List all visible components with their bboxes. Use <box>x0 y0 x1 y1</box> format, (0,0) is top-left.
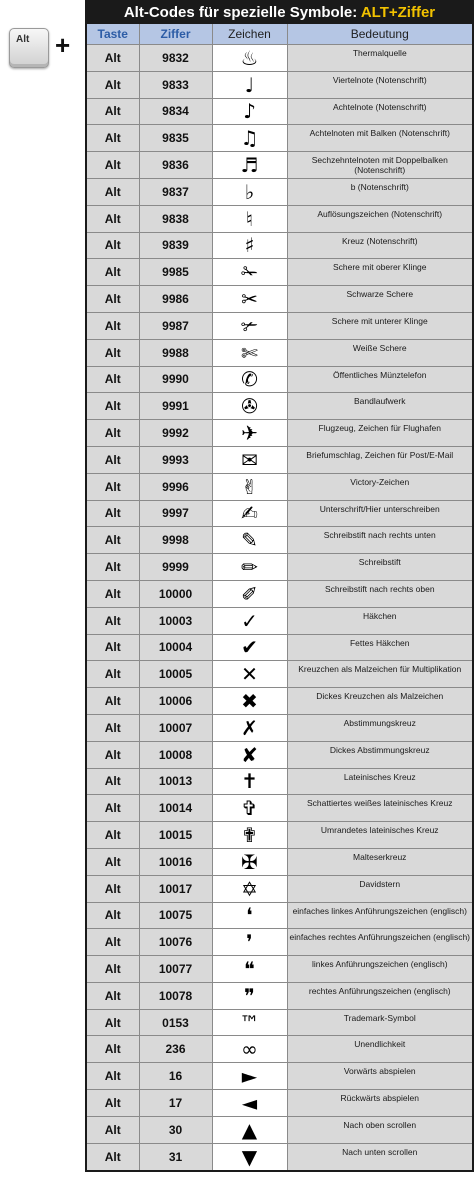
key-cell: Alt <box>87 607 139 634</box>
table-row <box>87 98 472 125</box>
key-cell: Alt <box>87 688 139 715</box>
meaning-cell: Nach oben scrollen <box>287 1116 472 1143</box>
key-cell: Alt <box>87 848 139 875</box>
key-cell: Alt <box>87 71 139 98</box>
code-cell: 9835 <box>139 125 212 152</box>
code-cell: 10075 <box>139 902 212 929</box>
code-cell: 17 <box>139 1090 212 1117</box>
key-cell: Alt <box>87 661 139 688</box>
symbol-cell: ✎ <box>212 527 287 554</box>
table-row <box>87 125 472 152</box>
symbol-cell: ✈ <box>212 420 287 447</box>
key-cell: Alt <box>87 420 139 447</box>
table-row <box>87 286 472 313</box>
code-cell: 9988 <box>139 339 212 366</box>
code-cell: 0153 <box>139 1009 212 1036</box>
key-cell: Alt <box>87 98 139 125</box>
alt-key-label: Alt <box>16 34 30 45</box>
meaning-cell: b (Notenschrift) <box>287 178 472 205</box>
code-cell: 10007 <box>139 714 212 741</box>
key-cell: Alt <box>87 554 139 581</box>
table-title-highlight: ALT+Ziffer <box>360 4 436 21</box>
key-cell: Alt <box>87 902 139 929</box>
table-row <box>87 446 472 473</box>
alt-codes-table <box>87 24 472 1170</box>
meaning-cell: Kreuzchen als Malzeichen für Multiplikation <box>287 661 472 688</box>
code-cell: 9985 <box>139 259 212 286</box>
meaning-cell: Achtelnoten mit Balken (Notenschrift) <box>287 125 472 152</box>
symbol-cell: ♫ <box>212 125 287 152</box>
code-cell: 9997 <box>139 500 212 527</box>
symbol-cell: ♬ <box>212 152 287 179</box>
key-cell: Alt <box>87 768 139 795</box>
key-cell: Alt <box>87 259 139 286</box>
code-cell: 10000 <box>139 580 212 607</box>
key-cell: Alt <box>87 500 139 527</box>
key-cell: Alt <box>87 580 139 607</box>
symbol-cell: ♪ <box>212 98 287 125</box>
code-cell: 9998 <box>139 527 212 554</box>
table-row <box>87 71 472 98</box>
symbol-cell: ❛ <box>212 902 287 929</box>
code-cell: 10014 <box>139 795 212 822</box>
meaning-cell: Lateinisches Kreuz <box>287 768 472 795</box>
table-row <box>87 902 472 929</box>
table-title-prefix: Alt-Codes für spezielle Symbole: <box>123 4 361 21</box>
key-cell: Alt <box>87 339 139 366</box>
meaning-cell: Vorwärts abspielen <box>287 1063 472 1090</box>
code-cell: 9991 <box>139 393 212 420</box>
table-row <box>87 473 472 500</box>
symbol-cell: ✏ <box>212 554 287 581</box>
meaning-cell: Weiße Schere <box>287 339 472 366</box>
table-row <box>87 714 472 741</box>
key-cell: Alt <box>87 527 139 554</box>
table-row <box>87 634 472 661</box>
symbol-cell: ♨ <box>212 45 287 72</box>
meaning-cell: einfaches rechtes Anführungszeichen (englisch) <box>287 929 472 956</box>
symbol-cell: ✖ <box>212 688 287 715</box>
table-row <box>87 178 472 205</box>
symbol-cell: ∞ <box>212 1036 287 1063</box>
symbol-cell: ✇ <box>212 393 287 420</box>
table-row <box>87 45 472 72</box>
table-row <box>87 366 472 393</box>
symbol-cell: ► <box>212 1063 287 1090</box>
table-row <box>87 929 472 956</box>
alt-codes-table-container <box>85 0 474 1172</box>
table-header-row <box>87 24 472 45</box>
table-body <box>87 45 472 1170</box>
table-row <box>87 527 472 554</box>
meaning-cell: Auflösungszeichen (Notenschrift) <box>287 205 472 232</box>
symbol-cell: ✞ <box>212 795 287 822</box>
meaning-cell: Schreibstift <box>287 554 472 581</box>
key-cell: Alt <box>87 1036 139 1063</box>
meaning-cell: Viertelnote (Notenschrift) <box>287 71 472 98</box>
table-row <box>87 956 472 983</box>
key-cell: Alt <box>87 205 139 232</box>
symbol-cell: ♭ <box>212 178 287 205</box>
code-cell: 9987 <box>139 312 212 339</box>
meaning-cell: Öffentliches Münztelefon <box>287 366 472 393</box>
symbol-cell: ✔ <box>212 634 287 661</box>
code-cell: 10006 <box>139 688 212 715</box>
table-row <box>87 312 472 339</box>
alt-key-icon <box>9 28 49 68</box>
meaning-cell: Schattiertes weißes lateinisches Kreuz <box>287 795 472 822</box>
code-cell: 9990 <box>139 366 212 393</box>
table-row <box>87 1143 472 1170</box>
meaning-cell: Kreuz (Notenschrift) <box>287 232 472 259</box>
key-cell: Alt <box>87 1090 139 1117</box>
key-cell: Alt <box>87 232 139 259</box>
symbol-cell: ✐ <box>212 580 287 607</box>
key-cell: Alt <box>87 45 139 72</box>
code-cell: 9992 <box>139 420 212 447</box>
symbol-cell: ✂ <box>212 286 287 313</box>
symbol-cell: ✃ <box>212 312 287 339</box>
key-cell: Alt <box>87 741 139 768</box>
symbol-cell: ✓ <box>212 607 287 634</box>
meaning-cell: Unendlichkeit <box>287 1036 472 1063</box>
table-row <box>87 205 472 232</box>
symbol-cell: ❜ <box>212 929 287 956</box>
table-row <box>87 741 472 768</box>
symbol-cell: ✡ <box>212 875 287 902</box>
table-row <box>87 152 472 179</box>
key-cell: Alt <box>87 312 139 339</box>
symbol-cell: ♮ <box>212 205 287 232</box>
meaning-cell: Sechzehntelnoten mit Doppelbalken (Notenschrift) <box>287 152 472 179</box>
meaning-cell: Schwarze Schere <box>287 286 472 313</box>
table-row <box>87 500 472 527</box>
meaning-cell: Schreibstift nach rechts oben <box>287 580 472 607</box>
key-cell: Alt <box>87 1009 139 1036</box>
table-row <box>87 688 472 715</box>
table-row <box>87 982 472 1009</box>
code-cell: 10013 <box>139 768 212 795</box>
key-cell: Alt <box>87 795 139 822</box>
table-title <box>87 2 472 24</box>
meaning-cell: Malteserkreuz <box>287 848 472 875</box>
key-cell: Alt <box>87 956 139 983</box>
symbol-cell: ♩ <box>212 71 287 98</box>
meaning-cell: Schreibstift nach rechts unten <box>287 527 472 554</box>
code-cell: 10008 <box>139 741 212 768</box>
code-cell: 31 <box>139 1143 212 1170</box>
table-row <box>87 1036 472 1063</box>
meaning-cell: Victory-Zeichen <box>287 473 472 500</box>
meaning-cell: einfaches linkes Anführungszeichen (englisch) <box>287 902 472 929</box>
table-row <box>87 420 472 447</box>
code-cell: 10015 <box>139 822 212 849</box>
key-cell: Alt <box>87 875 139 902</box>
meaning-cell: Umrandetes lateinisches Kreuz <box>287 822 472 849</box>
key-cell: Alt <box>87 929 139 956</box>
meaning-cell: Rückwärts abspielen <box>287 1090 472 1117</box>
meaning-cell: Abstimmungskreuz <box>287 714 472 741</box>
meaning-cell: Schere mit oberer Klinge <box>287 259 472 286</box>
key-cell: Alt <box>87 286 139 313</box>
meaning-cell: linkes Anführungszeichen (englisch) <box>287 956 472 983</box>
meaning-cell: Schere mit unterer Klinge <box>287 312 472 339</box>
meaning-cell: Briefumschlag, Zeichen für Post/E-Mail <box>287 446 472 473</box>
symbol-cell: ™ <box>212 1009 287 1036</box>
symbol-cell: ✘ <box>212 741 287 768</box>
symbol-cell: ✆ <box>212 366 287 393</box>
table-row <box>87 554 472 581</box>
key-cell: Alt <box>87 393 139 420</box>
meaning-cell: Dickes Kreuzchen als Malzeichen <box>287 688 472 715</box>
table-row <box>87 1116 472 1143</box>
code-cell: 9996 <box>139 473 212 500</box>
code-cell: 9833 <box>139 71 212 98</box>
code-cell: 30 <box>139 1116 212 1143</box>
table-row <box>87 339 472 366</box>
table-row <box>87 259 472 286</box>
code-cell: 9838 <box>139 205 212 232</box>
table-row <box>87 1009 472 1036</box>
code-cell: 9837 <box>139 178 212 205</box>
symbol-cell: ✄ <box>212 339 287 366</box>
code-cell: 9839 <box>139 232 212 259</box>
code-cell: 10078 <box>139 982 212 1009</box>
symbol-cell: ✉ <box>212 446 287 473</box>
header-taste: Taste <box>87 24 139 45</box>
meaning-cell: Davidstern <box>287 875 472 902</box>
meaning-cell: Fettes Häkchen <box>287 634 472 661</box>
code-cell: 236 <box>139 1036 212 1063</box>
code-cell: 10005 <box>139 661 212 688</box>
key-cell: Alt <box>87 125 139 152</box>
code-cell: 10077 <box>139 956 212 983</box>
header-bedeutung: Bedeutung <box>287 24 472 45</box>
meaning-cell: Flugzeug, Zeichen für Flughafen <box>287 420 472 447</box>
symbol-cell: ✗ <box>212 714 287 741</box>
table-row <box>87 875 472 902</box>
symbol-cell: ❝ <box>212 956 287 983</box>
table-row <box>87 768 472 795</box>
table-row <box>87 1090 472 1117</box>
code-cell: 16 <box>139 1063 212 1090</box>
meaning-cell: Nach unten scrollen <box>287 1143 472 1170</box>
meaning-cell: Trademark-Symbol <box>287 1009 472 1036</box>
code-cell: 10017 <box>139 875 212 902</box>
meaning-cell: Unterschrift/Hier unterschreiben <box>287 500 472 527</box>
symbol-cell: ✟ <box>212 822 287 849</box>
symbol-cell: ✝ <box>212 768 287 795</box>
meaning-cell: Häkchen <box>287 607 472 634</box>
code-cell: 9832 <box>139 45 212 72</box>
meaning-cell: Dickes Abstimmungskreuz <box>287 741 472 768</box>
code-cell: 10003 <box>139 607 212 634</box>
code-cell: 10076 <box>139 929 212 956</box>
table-row <box>87 1063 472 1090</box>
symbol-cell: ❞ <box>212 982 287 1009</box>
symbol-cell: ✠ <box>212 848 287 875</box>
symbol-cell: ✍ <box>212 500 287 527</box>
symbol-cell: ✕ <box>212 661 287 688</box>
key-cell: Alt <box>87 1116 139 1143</box>
code-cell: 9834 <box>139 98 212 125</box>
table-row <box>87 607 472 634</box>
code-cell: 10016 <box>139 848 212 875</box>
symbol-cell: ♯ <box>212 232 287 259</box>
header-ziffer: Ziffer <box>139 24 212 45</box>
code-cell: 9836 <box>139 152 212 179</box>
meaning-cell: rechtes Anführungszeichen (englisch) <box>287 982 472 1009</box>
code-cell: 9999 <box>139 554 212 581</box>
table-row <box>87 661 472 688</box>
table-row <box>87 848 472 875</box>
key-cell: Alt <box>87 473 139 500</box>
key-cell: Alt <box>87 178 139 205</box>
symbol-cell: ✌ <box>212 473 287 500</box>
key-cell: Alt <box>87 634 139 661</box>
table-row <box>87 822 472 849</box>
table-row <box>87 232 472 259</box>
header-zeichen: Zeichen <box>212 24 287 45</box>
code-cell: 9993 <box>139 446 212 473</box>
symbol-cell: ▲ <box>212 1116 287 1143</box>
key-cell: Alt <box>87 1143 139 1170</box>
code-cell: 10004 <box>139 634 212 661</box>
plus-sign: + <box>55 30 71 60</box>
meaning-cell: Thermalquelle <box>287 45 472 72</box>
key-cell: Alt <box>87 982 139 1009</box>
symbol-cell: ◄ <box>212 1090 287 1117</box>
key-cell: Alt <box>87 152 139 179</box>
table-row <box>87 393 472 420</box>
key-cell: Alt <box>87 822 139 849</box>
table-row <box>87 795 472 822</box>
symbol-cell: ▼ <box>212 1143 287 1170</box>
key-cell: Alt <box>87 366 139 393</box>
table-row <box>87 580 472 607</box>
key-cell: Alt <box>87 714 139 741</box>
meaning-cell: Bandlaufwerk <box>287 393 472 420</box>
meaning-cell: Achtelnote (Notenschrift) <box>287 98 472 125</box>
symbol-cell: ✁ <box>212 259 287 286</box>
key-cell: Alt <box>87 1063 139 1090</box>
code-cell: 9986 <box>139 286 212 313</box>
key-cell: Alt <box>87 446 139 473</box>
